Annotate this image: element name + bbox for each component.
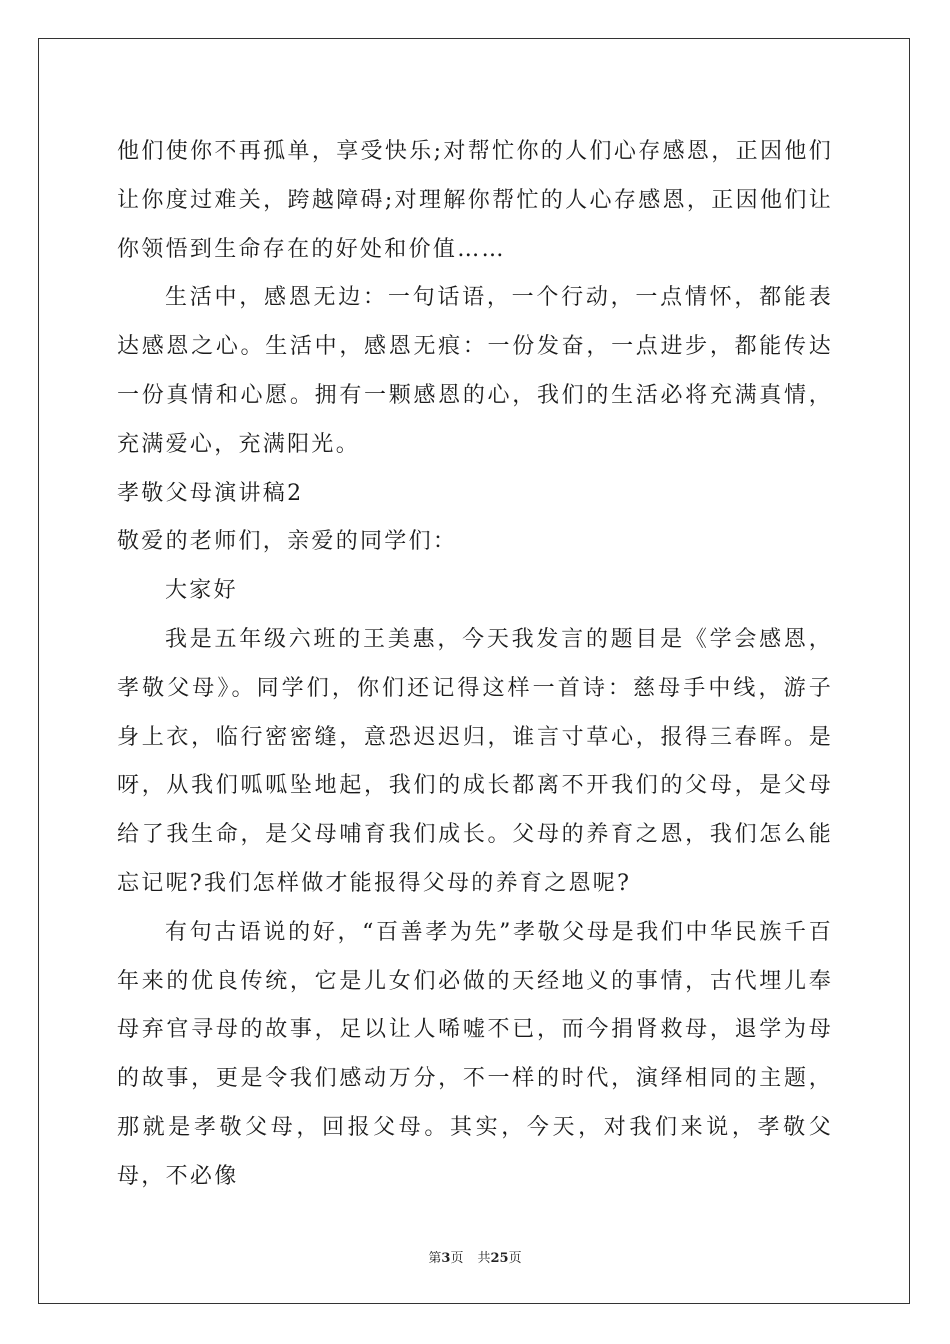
salutation: 敬爱的老师们，亲爱的同学们： xyxy=(117,529,458,555)
greeting: 大家好 xyxy=(165,578,238,604)
document-body xyxy=(117,128,833,1202)
footer-total-unit: 页 xyxy=(508,1251,522,1266)
footer-total-pages: 25 xyxy=(490,1251,509,1266)
page-footer xyxy=(0,1247,950,1266)
footer-page-unit: 页 xyxy=(450,1251,464,1266)
paragraph-intro: 我是五年级六班的王美惠，今天我发言的题目是《学会感恩，孝敬父母》。同学们，你们还记得这样一首诗：慈母手中线，游子身上衣，临行密密缝，意恐迟迟归，谁言寸草心，报得三春晖。是呀，从我们呱呱坠地起，我们的成长都离不开我们的父母，是父母给了我生命，是父母哺育我们成长。父母的养育之恩，我们怎么能忘记呢?我们怎样做才能报得父母的养育之恩呢? xyxy=(117,626,833,896)
section-heading: 孝敬父母演讲稿2 xyxy=(117,480,304,506)
footer-current-page: 3 xyxy=(441,1251,451,1266)
footer-prefix: 第 xyxy=(428,1251,442,1266)
paragraph-tradition: 有句古语说的好，“百善孝为先”孝敬父母是我们中华民族千百年来的优良传统，它是儿女们必做的天经地义的事情，古代埋儿奉母弃官寻母的故事，足以让人唏嘘不已，而今捐肾救母，退学为母的故事，更是令我们感动万分，不一样的时代，演绎相同的主题，那就是孝敬父母，回报父母。其实，今天，对我们来说，孝敬父母，不必像 xyxy=(117,919,833,1189)
footer-total-prefix: 共 xyxy=(477,1251,491,1266)
paragraph-2: 生活中，感恩无边：一句话语，一个行动，一点情怀，都能表达感恩之心。生活中，感恩无痕：一份发奋，一点进步，都能传达一份真情和心愿。拥有一颗感恩的心，我们的生活必将充满真情，充满爱心，充满阳光。 xyxy=(117,285,833,457)
paragraph-1: 他们使你不再孤单，享受快乐;对帮忙你的人们心存感恩，正因他们让你度过难关，跨越障碍;对理解你帮忙的人心存感恩，正因他们让你领悟到生命存在的好处和价值…… xyxy=(117,139,833,262)
